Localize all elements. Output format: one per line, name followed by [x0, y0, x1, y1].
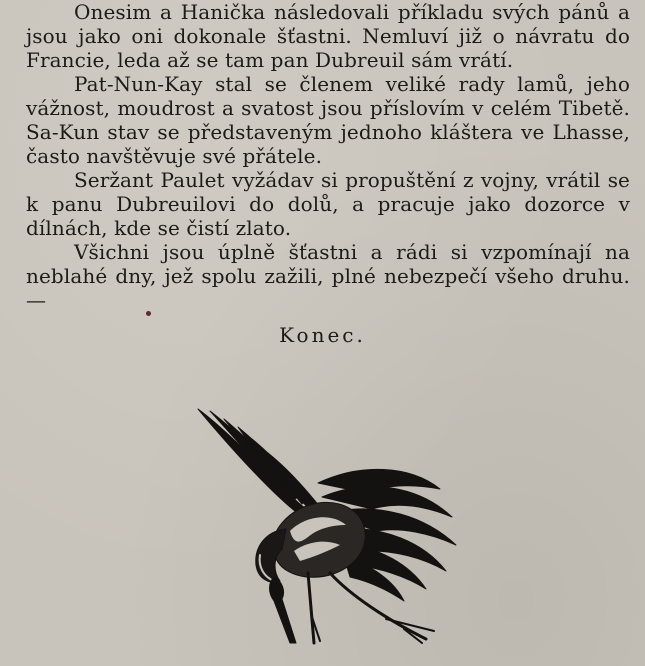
ink-speck	[146, 311, 151, 316]
ending-text: Konec.	[279, 323, 366, 347]
crane-icon	[190, 405, 465, 645]
paragraph-4: Všichni jsou úplně šťastni a rádi si vzpomínají na neblahé dny, jež spolu zažili, plné nebezpečí všeho druhu. —	[26, 240, 630, 312]
page-text	[26, 0, 630, 312]
paragraph-2: Pat-Nun-Kay stal se členem veliké rady lamů, jeho vážnost, moudrost a svatost jsou příslovím v celém Tibetě. Sa-Kun stav se představeným jednoho kláštera ve Lhasse, často navštěvuje své přátele.	[26, 72, 630, 168]
paragraph-1: Onesim a Hanička následovali příkladu svých pánů a jsou jako oni dokonale šťastni. Nemluví již o návratu do Francie, leda až se tam pan Dubreuil sám vrátí.	[26, 0, 630, 72]
paragraph-3: Seržant Paulet vyžádav si propuštění z vojny, vrátil se k panu Dubreuilovi do dolů, a pracuje jako dozorce v dílnách, kde se čistí zlato.	[26, 168, 630, 240]
